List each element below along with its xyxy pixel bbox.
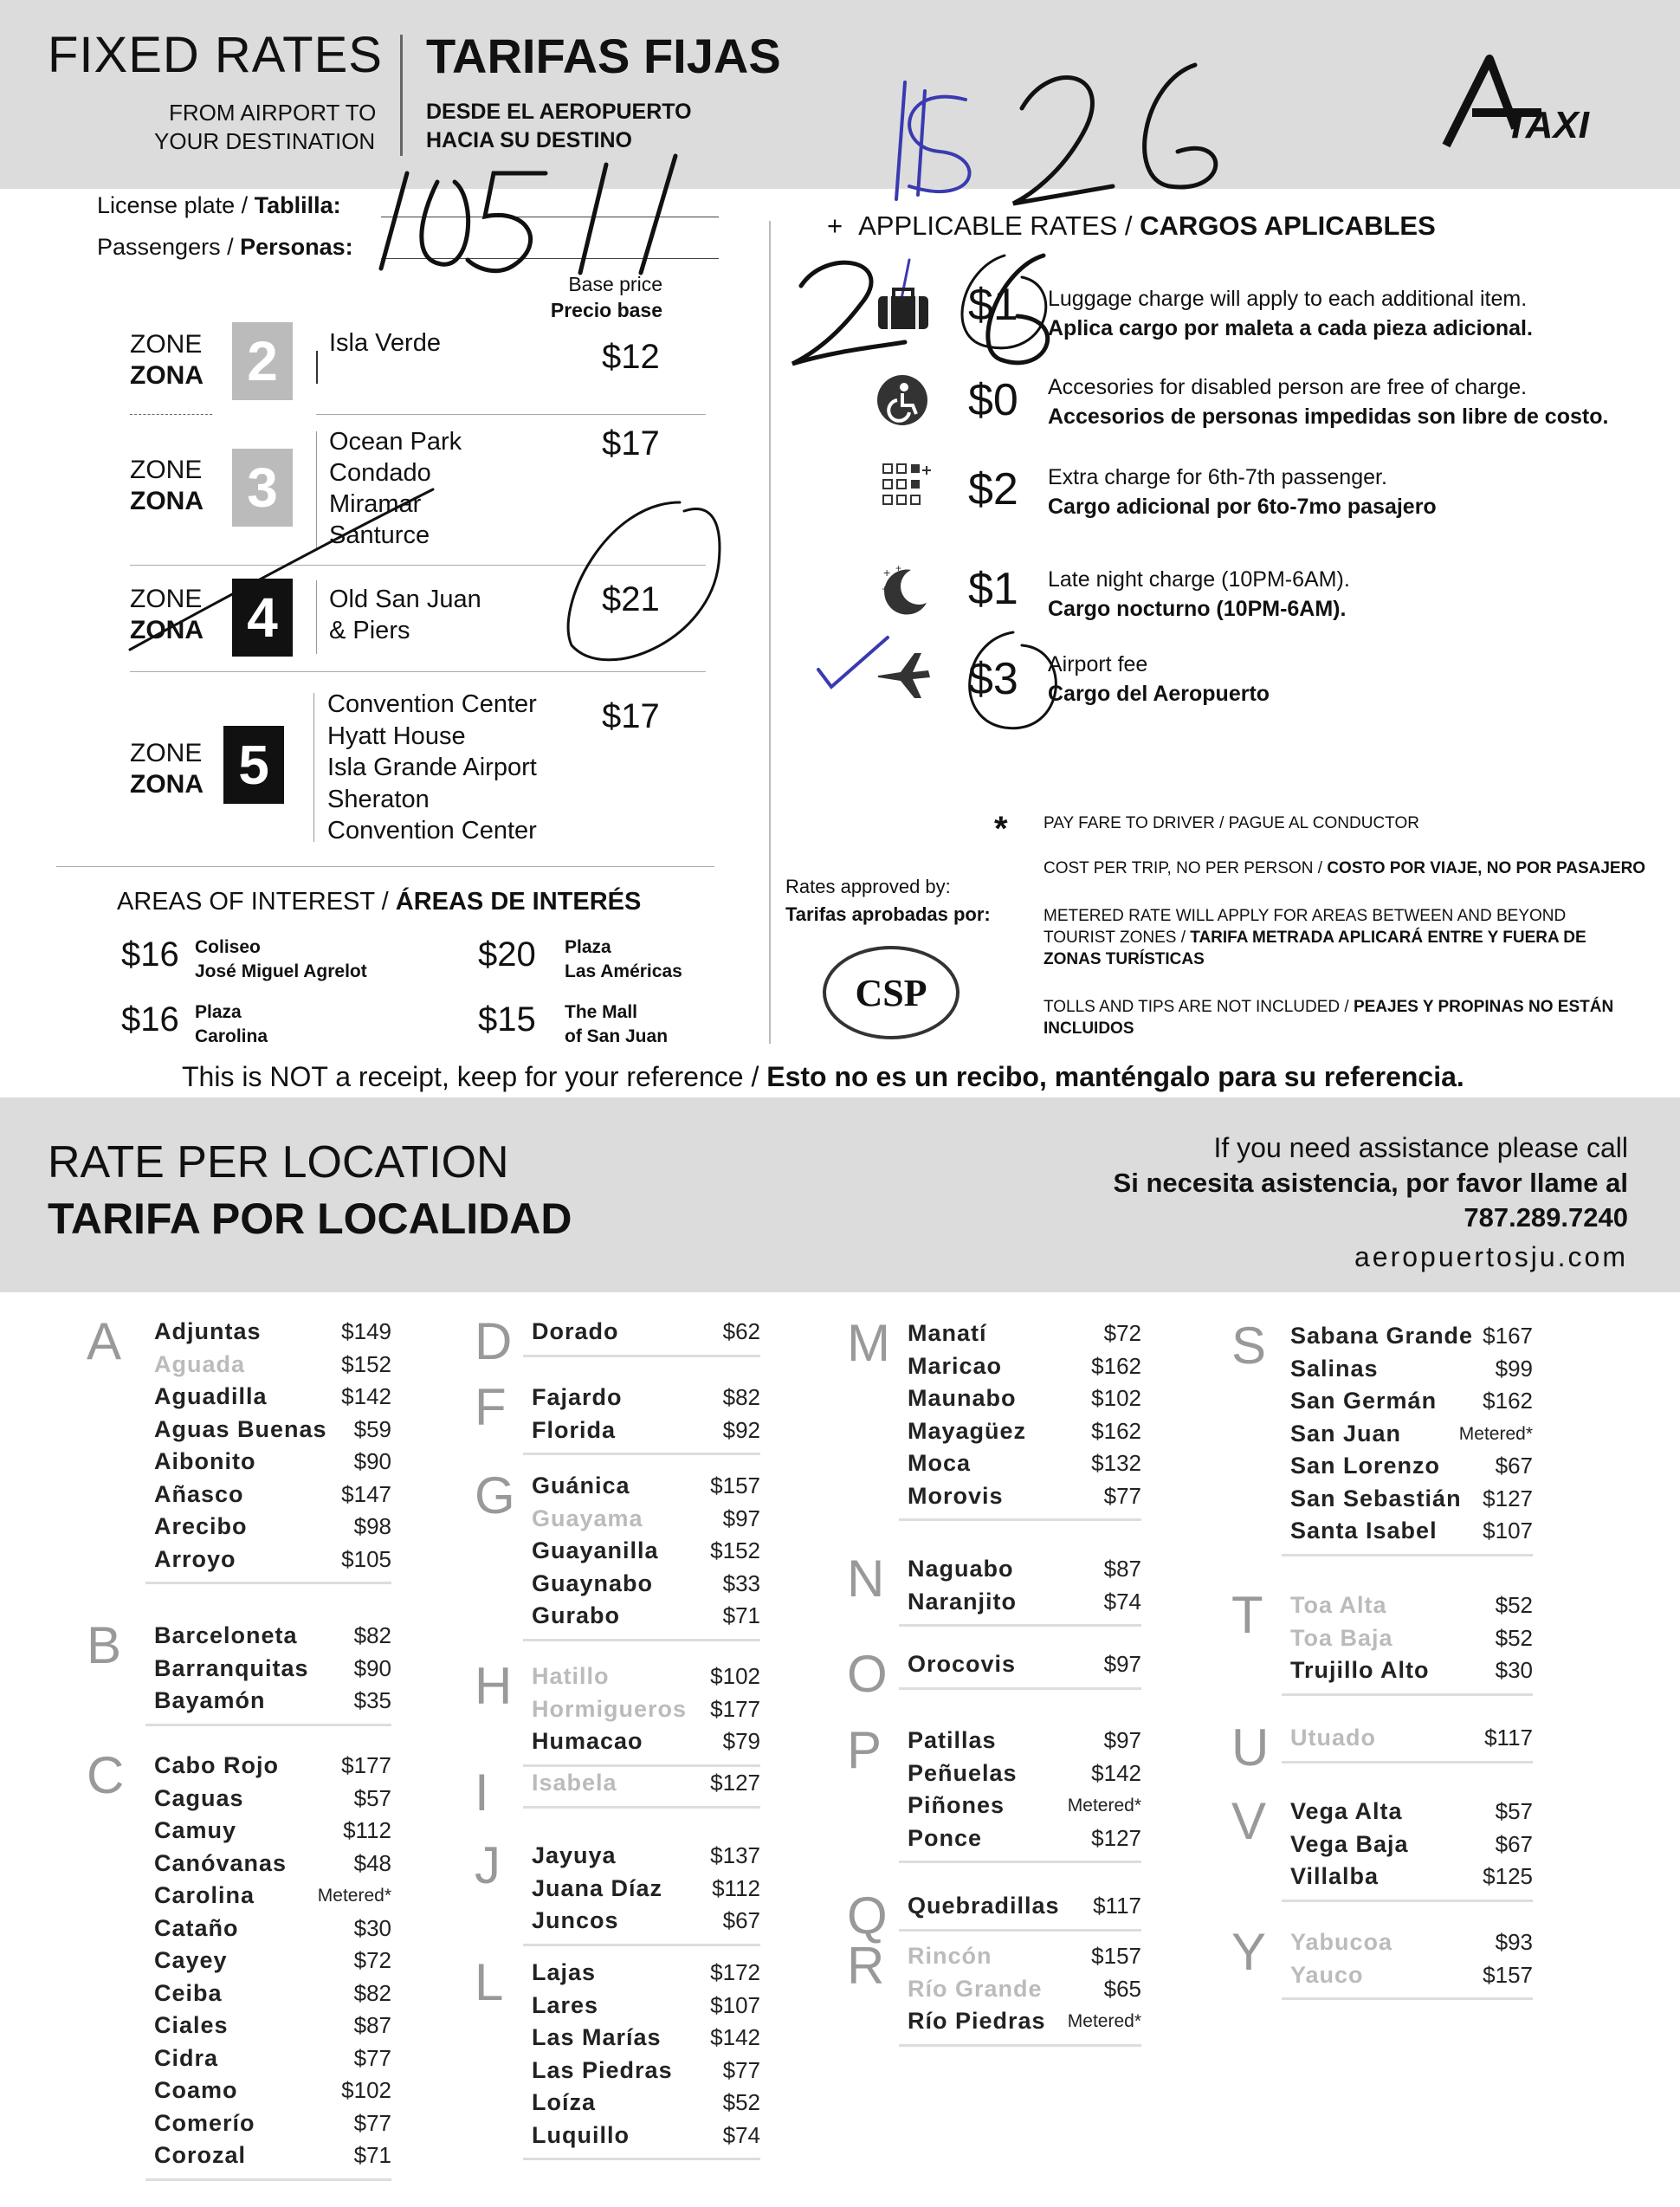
town-price: $65 — [1103, 1975, 1141, 2002]
town-name: Aguadilla — [154, 1383, 268, 1409]
town-name: Yauco — [1290, 1961, 1364, 1988]
town-name: Yabucoa — [1290, 1929, 1393, 1955]
letter-d: D — [475, 1312, 513, 1370]
town-name: Aguada — [154, 1350, 246, 1377]
town-price: $162 — [1091, 1352, 1141, 1379]
town-name: Río Grande — [908, 1975, 1043, 2002]
zone-2-label: ZONE ZONA — [130, 330, 204, 390]
disabled-desc: Accesories for disabled person are free of charge. Accesorios de personas impedidas son libre de costo. — [1048, 375, 1609, 429]
group-separator — [1282, 1761, 1533, 1764]
town-name: Arroyo — [154, 1545, 236, 1572]
town-name: Dorado — [532, 1318, 619, 1344]
town-price: $157 — [1091, 1943, 1141, 1969]
town-price: $157 — [710, 1472, 760, 1498]
interest-title: AREAS OF INTEREST / ÁREAS DE INTERÉS — [117, 888, 642, 916]
center-divider — [769, 221, 771, 1044]
svg-text:+: + — [895, 563, 902, 574]
town-price: $127 — [1091, 1824, 1141, 1851]
town-name: Toa Baja — [1290, 1624, 1393, 1651]
town-price: $77 — [353, 2109, 391, 2136]
star-icon: * — [994, 810, 1008, 848]
group-separator — [523, 1355, 760, 1357]
letter-q: Q — [847, 1887, 888, 1945]
town-price: $52 — [1495, 1592, 1533, 1618]
location-title-es: TARIFA POR LOCALIDAD — [48, 1194, 572, 1243]
town-name: Barranquitas — [154, 1654, 309, 1681]
town-name: Guaynabo — [532, 1569, 654, 1596]
town-name: Ciales — [154, 2012, 229, 2038]
letter-n: N — [847, 1550, 885, 1608]
letter-f: F — [475, 1378, 507, 1436]
town-name: Ceiba — [154, 1979, 223, 2006]
group-separator — [1282, 1693, 1533, 1696]
town-name: Naguabo — [908, 1556, 1014, 1582]
town-price: $117 — [1093, 1893, 1141, 1919]
location-title-en: RATE PER LOCATION — [48, 1137, 509, 1188]
letter-h: H — [475, 1657, 513, 1715]
town-name: Mayagüez — [908, 1417, 1027, 1444]
town-name: Peñuelas — [908, 1759, 1018, 1786]
town-price: $30 — [1495, 1657, 1533, 1683]
town-name: Cabo Rojo — [154, 1752, 279, 1778]
town-price: $142 — [710, 2024, 760, 2050]
town-name: Utuado — [1290, 1725, 1376, 1751]
handwritten-plate-text — [372, 147, 374, 148]
town-price: $142 — [341, 1383, 391, 1409]
moon-icon — [876, 563, 930, 617]
check-mark-icon — [814, 631, 892, 691]
zone-5-label: ZONE ZONA — [130, 739, 204, 799]
group-separator — [145, 1582, 391, 1584]
town-price: $162 — [1091, 1417, 1141, 1444]
town-name: Carolina — [154, 1882, 255, 1908]
town-price: $117 — [1484, 1725, 1533, 1751]
passengers-label: Passengers / Personas: — [97, 234, 353, 260]
desde-line1: DESDE EL AEROPUERTO — [426, 100, 692, 124]
town-name: Juncos — [532, 1907, 619, 1933]
group-separator — [523, 1944, 760, 1946]
help-es: Si necesita asistencia, por favor llame al — [1113, 1168, 1628, 1198]
group-separator — [899, 1861, 1141, 1863]
town-name: Ponce — [908, 1824, 983, 1851]
handwritten-passengers-text — [784, 251, 785, 252]
town-price: $93 — [1495, 1929, 1533, 1955]
letter-r: R — [847, 1937, 885, 1995]
town-price: $152 — [710, 1537, 760, 1563]
town-name: Rincón — [908, 1943, 992, 1969]
group-separator — [523, 1806, 760, 1809]
letter-u: U — [1231, 1718, 1270, 1777]
town-price: $77 — [353, 2044, 391, 2071]
town-price: $74 — [722, 2121, 760, 2148]
town-price: $72 — [353, 1947, 391, 1973]
town-price: $172 — [710, 1959, 760, 1985]
help-en: If you need assistance please call — [1213, 1132, 1628, 1163]
desde-line2: HACIA SU DESTINO — [426, 128, 632, 152]
town-name: San Lorenzo — [1290, 1453, 1441, 1479]
applicable-title: + APPLICABLE RATES / CARGOS APLICABLES — [827, 210, 1436, 241]
late-night-desc: Late night charge (10PM-6AM). Cargo nocturno (10PM-6AM). — [1048, 567, 1350, 621]
town-price: $79 — [722, 1728, 760, 1754]
base-price-es: Precio base — [550, 299, 662, 321]
letter-g: G — [475, 1466, 515, 1524]
zone-3-badge: 3 — [232, 449, 293, 527]
town-name: Camuy — [154, 1817, 237, 1843]
zone-sep-3 — [130, 671, 706, 672]
interest-price: $16 — [121, 1000, 179, 1039]
letter-v: V — [1231, 1792, 1267, 1850]
town-name: Cayey — [154, 1947, 228, 1973]
zone-2-price: $12 — [602, 338, 660, 376]
letter-c: C — [87, 1746, 125, 1804]
town-price: $127 — [710, 1770, 760, 1796]
town-name: Guayanilla — [532, 1537, 659, 1563]
town-price: Metered* — [317, 1886, 391, 1906]
letter-y: Y — [1231, 1923, 1267, 1981]
group-separator — [899, 1518, 1141, 1521]
town-price: $105 — [341, 1545, 391, 1572]
interest-price: $16 — [121, 935, 179, 974]
town-name: Hormigueros — [532, 1695, 688, 1722]
letter-l: L — [475, 1953, 504, 2011]
town-name: Aguas Buenas — [154, 1415, 327, 1442]
interest-price: $15 — [478, 1000, 536, 1039]
disabled-price: $0 — [968, 375, 1018, 425]
town-name: Corozal — [154, 2142, 247, 2168]
town-price: $87 — [353, 2012, 391, 2038]
luggage-desc: Luggage charge will apply to each additional item. Aplica cargo por maleta a cada pieza adicional. — [1048, 287, 1533, 340]
zone-strike-and-circle — [121, 485, 745, 676]
handwritten-fare-text — [883, 48, 885, 49]
zone-4-price: $21 — [602, 580, 660, 618]
wheelchair-icon — [876, 374, 928, 426]
town-name: Adjuntas — [154, 1318, 262, 1344]
letter-p: P — [847, 1721, 882, 1779]
help-site: aeropuertosju.com — [1354, 1241, 1628, 1272]
town-name: San Sebastián — [1290, 1485, 1462, 1511]
town-price: $87 — [1103, 1556, 1141, 1582]
group-separator — [1282, 1900, 1533, 1902]
group-separator — [1282, 1554, 1533, 1557]
interest-name: Plaza Carolina — [195, 1002, 268, 1046]
town-name: Toa Alta — [1290, 1592, 1387, 1618]
zone-5-price: $17 — [602, 697, 660, 735]
zone-2-badge: 2 — [232, 322, 293, 400]
town-name: Luquillo — [532, 2121, 630, 2148]
town-name: Maricao — [908, 1352, 1003, 1379]
group-separator — [145, 1724, 391, 1726]
zone-5-badge: 5 — [223, 726, 284, 804]
town-name: San Juan — [1290, 1420, 1402, 1447]
town-price: $97 — [722, 1505, 760, 1531]
handwritten-plate — [372, 147, 736, 282]
town-price: $92 — [722, 1416, 760, 1443]
zone-3-places: Ocean Park Condado Miramar Santurce — [329, 428, 462, 549]
town-price: $127 — [1483, 1485, 1533, 1511]
town-name: Cataño — [154, 1914, 239, 1941]
town-name: Cidra — [154, 2044, 219, 2071]
town-name: Canóvanas — [154, 1849, 288, 1876]
town-price: $52 — [1495, 1624, 1533, 1651]
town-price: $125 — [1483, 1863, 1533, 1889]
town-price: $71 — [353, 2142, 391, 2168]
town-name: Loíza — [532, 2089, 597, 2115]
town-name: Hatillo — [532, 1663, 610, 1689]
passengers-icon — [882, 461, 935, 515]
town-name: Manatí — [908, 1320, 987, 1346]
zone-5-places: Convention Center Hyatt House Isla Grande Airport Sheraton Convention Center — [327, 690, 537, 845]
town-name: Isabela — [532, 1770, 617, 1796]
town-name: Guayama — [532, 1505, 643, 1531]
town-name: Moca — [908, 1450, 972, 1476]
handwritten-plate-strokes — [372, 147, 736, 277]
town-price: $90 — [353, 1448, 391, 1474]
town-name: Trujillo Alto — [1290, 1657, 1430, 1683]
logo-text: TAXI — [1505, 104, 1589, 146]
approved-by: Rates approved by: Tarifas aprobadas por: — [785, 876, 991, 925]
town-name: Patillas — [908, 1727, 997, 1753]
letter-o: O — [847, 1645, 888, 1703]
airport-desc: Airport fee Cargo del Aeropuerto — [1048, 652, 1270, 706]
handwritten-fare-strokes — [883, 48, 1273, 212]
zone-4-places: Old San Juan & Piers — [329, 586, 481, 644]
town-name: Salinas — [1290, 1355, 1379, 1382]
letter-i: I — [475, 1764, 489, 1822]
town-price: $77 — [1103, 1482, 1141, 1509]
svg-text:+: + — [882, 583, 888, 595]
from-airport-line1: FROM AIRPORT TO — [169, 100, 377, 126]
group-separator — [899, 1624, 1141, 1627]
town-name: Piñones — [908, 1792, 1005, 1818]
town-price: $112 — [712, 1874, 760, 1901]
town-name: Vega Baja — [1290, 1830, 1409, 1857]
town-name: Lajas — [532, 1959, 597, 1985]
town-price: $167 — [1483, 1323, 1533, 1349]
town-name: Sabana Grande — [1290, 1323, 1474, 1349]
town-name: Las Marías — [532, 2024, 662, 2050]
interest-name: Plaza Las Américas — [565, 937, 682, 981]
town-price: $82 — [353, 1979, 391, 2006]
town-price: $74 — [1103, 1588, 1141, 1615]
town-name: Las Piedras — [532, 2056, 673, 2083]
town-price: $57 — [1495, 1798, 1533, 1824]
town-price: $137 — [710, 1842, 760, 1868]
group-separator — [899, 1687, 1141, 1690]
zone-2-place: Isla Verde — [329, 329, 441, 357]
svg-text:+: + — [883, 566, 891, 579]
base-price-en: Base price — [568, 273, 662, 295]
town-name: Juana Díaz — [532, 1874, 663, 1901]
town-price: $35 — [353, 1687, 391, 1713]
interest-price: $20 — [478, 935, 536, 974]
letter-m: M — [847, 1314, 890, 1372]
plate-label: License plate / Tablilla: — [97, 192, 341, 218]
town-name: Barceloneta — [154, 1622, 298, 1648]
group-separator — [523, 1639, 760, 1641]
zone-3-label: ZONE ZONA — [130, 456, 204, 515]
town-price: $72 — [1103, 1320, 1141, 1346]
town-name: Añasco — [154, 1480, 244, 1507]
zone-sep-1 — [130, 414, 212, 415]
town-price: $71 — [722, 1602, 760, 1628]
town-name: Coamo — [154, 2077, 238, 2103]
town-name: Naranjito — [908, 1588, 1018, 1615]
taxi-logo — [1438, 50, 1645, 154]
town-price: $30 — [353, 1914, 391, 1941]
town-price: $142 — [1091, 1759, 1141, 1786]
town-price: $107 — [1483, 1518, 1533, 1544]
interest-name: Coliseo José Miguel Agrelot — [195, 937, 367, 981]
town-price: Metered* — [1067, 2011, 1141, 2031]
title-fixed-rates: FIXED RATES — [48, 27, 383, 83]
town-price: $102 — [341, 2077, 391, 2103]
group-separator — [523, 1453, 760, 1455]
town-price: $102 — [1091, 1385, 1141, 1411]
town-name: Santa Isabel — [1290, 1518, 1438, 1544]
town-name: Lares — [532, 1991, 599, 2018]
town-price: $132 — [1091, 1450, 1141, 1476]
letter-a: A — [87, 1312, 122, 1370]
town-name: Jayuya — [532, 1842, 617, 1868]
receipt-notice: This is NOT a receipt, keep for your reference / Esto no es un recibo, manténgalo para su referencia. — [182, 1061, 1464, 1092]
town-price: $67 — [722, 1907, 760, 1933]
zone-2-divider — [316, 351, 318, 384]
town-price: $112 — [343, 1817, 391, 1843]
passengers-desc: Extra charge for 6th-7th passenger. Cargo adicional por 6to-7mo pasajero — [1048, 465, 1437, 519]
late-night-price: $1 — [968, 564, 1018, 614]
town-name: Caguas — [154, 1784, 244, 1811]
letter-s: S — [1231, 1317, 1267, 1375]
town-price: $147 — [341, 1480, 391, 1507]
group-separator — [899, 1929, 1141, 1932]
letter-t: T — [1231, 1586, 1263, 1644]
town-name: Morovis — [908, 1482, 1004, 1509]
town-name: Comerío — [154, 2109, 255, 2136]
town-price: $162 — [1483, 1388, 1533, 1414]
group-separator — [1282, 1997, 1533, 2000]
zone-3-price: $17 — [602, 424, 660, 463]
group-separator — [523, 1764, 760, 1767]
charge-circles — [935, 251, 1091, 736]
town-price: $67 — [1495, 1453, 1533, 1479]
zone-4-badge: 4 — [232, 579, 293, 657]
interest-name: The Mall of San Juan — [565, 1002, 669, 1046]
town-price: $67 — [1495, 1830, 1533, 1857]
zone-4-label: ZONE ZONA — [130, 585, 204, 644]
town-price: $33 — [722, 1569, 760, 1596]
town-price: $62 — [722, 1318, 760, 1344]
town-price: $149 — [341, 1318, 391, 1344]
town-price: $82 — [722, 1384, 760, 1410]
note-pay-driver: PAY FARE TO DRIVER / PAGUE AL CONDUCTOR — [1044, 814, 1419, 832]
town-name: Orocovis — [908, 1651, 1017, 1677]
town-price: $57 — [353, 1784, 391, 1811]
help-phone: 787.289.7240 — [1464, 1202, 1628, 1233]
title-tarifas-fijas: TARIFAS FIJAS — [426, 29, 781, 83]
town-price: $97 — [1103, 1727, 1141, 1753]
town-price: $102 — [710, 1663, 760, 1689]
town-name: Maunabo — [908, 1385, 1017, 1411]
town-price: $157 — [1483, 1961, 1533, 1988]
town-price: $152 — [341, 1350, 391, 1377]
town-name: Villalba — [1290, 1863, 1380, 1889]
town-name: Arecibo — [154, 1513, 248, 1539]
header-divider — [400, 35, 403, 156]
town-name: Vega Alta — [1290, 1798, 1403, 1824]
town-price: $82 — [353, 1622, 391, 1648]
csp-seal — [823, 946, 960, 1039]
town-price: $177 — [341, 1752, 391, 1778]
letter-j: J — [475, 1836, 501, 1894]
town-price: $77 — [722, 2056, 760, 2083]
from-airport-line2: YOUR DESTINATION — [154, 128, 376, 154]
zone-5-divider — [313, 693, 314, 842]
csp-seal-text: CSP — [855, 971, 927, 1014]
group-separator — [523, 2158, 760, 2160]
town-price: $52 — [722, 2089, 760, 2115]
letter-b: B — [87, 1616, 122, 1674]
town-price: $99 — [1495, 1355, 1533, 1382]
town-price: $107 — [710, 1991, 760, 2018]
town-price: $98 — [353, 1513, 391, 1539]
note-cost-per-trip: COST PER TRIP, NO PER PERSON / COSTO POR VIAJE, NO POR PASAJERO — [1044, 859, 1646, 877]
town-price: Metered* — [1067, 1796, 1141, 1815]
zone-sep-1c — [316, 414, 706, 415]
town-price: $48 — [353, 1849, 391, 1876]
airport-price: $3 — [968, 654, 1018, 704]
town-name: Guánica — [532, 1472, 630, 1498]
town-name: Quebradillas — [908, 1893, 1060, 1919]
passengers-price: $2 — [968, 464, 1018, 515]
town-price: $90 — [353, 1654, 391, 1681]
town-price: $59 — [353, 1415, 391, 1442]
luggage-price: $1 — [968, 280, 1018, 330]
town-name: Humacao — [532, 1728, 643, 1754]
town-price: $97 — [1103, 1651, 1141, 1677]
town-price: Metered* — [1458, 1423, 1533, 1444]
town-price: $177 — [710, 1695, 760, 1722]
base-price-label — [537, 271, 662, 323]
zone-sep-4 — [56, 866, 714, 867]
group-separator — [899, 2044, 1141, 2047]
note-metered: METERED RATE WILL APPLY FOR AREAS BETWEEN AND BEYOND TOURIST ZONES / TARIFA METRADA APLICARÁ ENTRE Y FUERA DE ZONAS TURÍSTICAS — [1044, 907, 1586, 968]
town-name: San Germán — [1290, 1388, 1438, 1414]
town-name: Bayamón — [154, 1687, 266, 1713]
group-separator — [145, 2178, 391, 2181]
town-name: Aibonito — [154, 1448, 256, 1474]
town-name: Florida — [532, 1416, 617, 1443]
luggage-icon — [876, 288, 930, 331]
town-name: Gurabo — [532, 1602, 621, 1628]
note-tolls: TOLLS AND TIPS ARE NOT INCLUDED / PEAJES Y PROPINAS NO ESTÁN INCLUIDOS — [1044, 998, 1614, 1038]
town-name: Río Piedras — [908, 2008, 1046, 2034]
town-name: Fajardo — [532, 1384, 623, 1410]
